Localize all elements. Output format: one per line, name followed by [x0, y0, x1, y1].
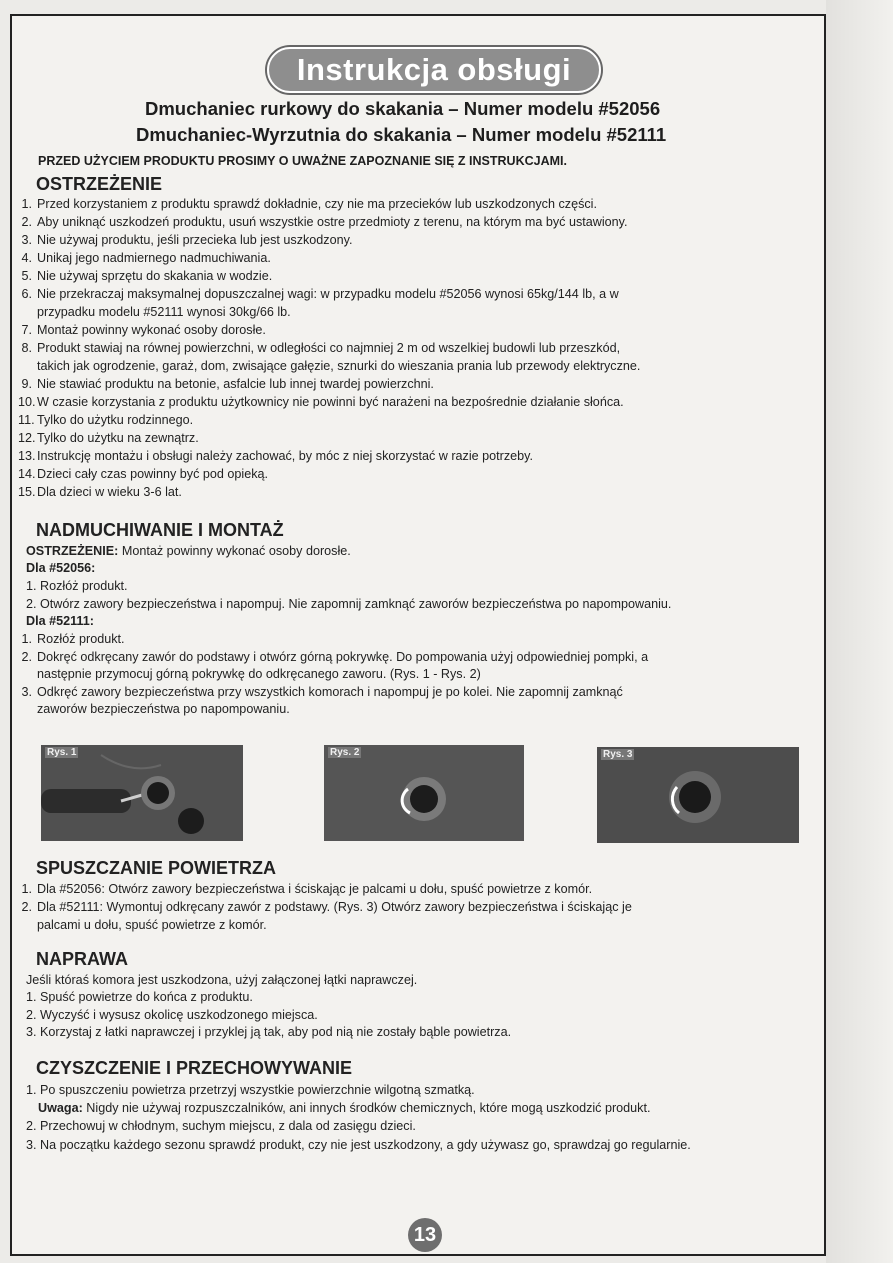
item-number: 13.	[18, 449, 36, 463]
valve-open-illustration	[324, 745, 524, 841]
item-number: 9.	[21, 377, 32, 391]
list-item	[18, 250, 271, 267]
valve-remove-illustration	[597, 747, 799, 843]
model-52111-label: Dla #52111:	[26, 614, 94, 628]
item-number: 1.	[21, 882, 32, 896]
item-number: 1.	[26, 990, 37, 1004]
item-text: Otwórz zawory bezpieczeństwa i napompuj. Nie zapomnij zamknąć zaworów bezpieczeństwa po napompowaniu.	[40, 597, 672, 611]
item-text: W czasie korzystania z produktu użytkownicy nie powinni być narażeni na bezpośrednie działanie słońca.	[37, 395, 624, 409]
item-text: Po spuszczeniu powietrza przetrzyj wszystkie powierzchnie wilgotną szmatką.	[40, 1083, 475, 1097]
item-number: 2.	[21, 900, 32, 914]
inflation-warning-text: Montaż powinny wykonać osoby dorosłe.	[118, 544, 351, 558]
item-text: Rozłóż produkt.	[40, 579, 128, 593]
list-item	[18, 412, 193, 429]
cleaning-note	[38, 1100, 650, 1117]
note-text: Nigdy nie używaj rozpuszczalników, ani innych środków chemicznych, które mogą uszkodzić produkt.	[82, 1101, 651, 1115]
list-item: 1. Po spuszczeniu powietrza przetrzyj wszystkie powierzchnie wilgotną szmatką.	[26, 1083, 475, 1097]
inflation-warning	[26, 543, 351, 560]
item-number: 2.	[26, 597, 37, 611]
list-item	[26, 989, 253, 1006]
item-text: następnie przymocuj górną pokrywkę do odkręcanego zaworu. (Rys. 1 - Rys. 2)	[37, 667, 481, 681]
item-text: Produkt stawiaj na równej powierzchni, w odległości co najmniej 2 m od wszelkiej budowli lub przeszkód,	[37, 341, 621, 355]
item-text: Dzieci cały czas powinny być pod opieką.	[37, 467, 268, 481]
list-item-continuation	[37, 701, 290, 718]
item-text: Przed korzystaniem z produktu sprawdź dokładnie, czy nie ma przecieków lub uszkodzonych części.	[37, 197, 597, 211]
item-text: Montaż powinny wykonać osoby dorosłe.	[37, 323, 266, 337]
list-item	[18, 448, 533, 465]
list-item	[18, 484, 182, 501]
section-heading-repair: NAPRAWA	[36, 949, 129, 969]
section-heading-warning: OSTRZEŻENIE	[36, 174, 163, 194]
item-text: Korzystaj z łatki naprawczej i przyklej ją tak, aby pod nią nie zostały bąble powietrza.	[40, 1025, 512, 1039]
section-heading-cleaning: CZYSZCZENIE I PRZECHOWYWANIE	[36, 1058, 353, 1078]
inflation-warning-label: OSTRZEŻENIE:	[26, 544, 119, 558]
list-item	[26, 1007, 318, 1024]
list-item	[18, 684, 623, 701]
valve-pump-illustration	[41, 745, 243, 841]
item-text: takich jak ogrodzenie, garaż, dom, zwisające gałęzie, sznurki do wieszania prania lub przewody elektryczne.	[37, 359, 641, 373]
list-item	[18, 881, 592, 898]
item-text: Dla #52111: Wymontuj odkręcany zawór z podstawy. (Rys. 3) Otwórz zawory bezpieczeństwa i ściskając je	[37, 900, 632, 914]
list-item	[18, 196, 597, 213]
item-text: Tylko do użytku rodzinnego.	[37, 413, 194, 427]
item-number: 3.	[21, 233, 32, 247]
item-text: Instrukcję montażu i obsługi należy zachować, by móc z niej skorzystać w razie potrzeby.	[37, 449, 534, 463]
model-title-52111: Dmuchaniec-Wyrzutnia do skakania – Numer modelu #52111	[136, 124, 667, 145]
item-text: Tylko do użytku na zewnątrz.	[37, 431, 199, 445]
item-text: Spuść powietrze do końca z produktu.	[40, 990, 253, 1004]
item-text: Dla dzieci w wieku 3-6 lat.	[37, 485, 182, 499]
page-edge	[826, 0, 893, 1263]
figure-2-label: Rys. 2	[330, 747, 360, 758]
item-number: 1.	[26, 579, 37, 593]
read-instructions-warning: PRZED UŻYCIEM PRODUKTU PROSIMY O UWAŻNE ZAPOZNANIE SIĘ Z INSTRUKCJAMI.	[38, 154, 567, 168]
item-text: Rozłóż produkt.	[37, 632, 125, 646]
list-item	[18, 649, 648, 666]
note-label: Uwaga:	[38, 1101, 83, 1115]
list-item	[18, 466, 268, 483]
list-item	[26, 596, 671, 613]
item-number: 1.	[21, 197, 32, 211]
item-text: Przechowuj w chłodnym, suchym miejscu, z dala od zasięgu dzieci.	[40, 1119, 416, 1133]
item-text: Dla #52056: Otwórz zawory bezpieczeństwa i ściskając je palcami u dołu, spuść powietrze z komór.	[37, 882, 593, 896]
page-number: 13	[408, 1218, 442, 1252]
page-title: Instrukcja obsługi	[267, 47, 601, 93]
list-item	[26, 1024, 511, 1041]
section-heading-inflation: NADMUCHIWANIE I MONTAŻ	[36, 520, 284, 540]
item-text: przypadku modelu #52111 wynosi 30kg/66 lb.	[37, 305, 291, 319]
item-number: 11.	[18, 413, 35, 427]
item-number: 14.	[18, 467, 36, 481]
list-item	[18, 214, 628, 231]
section-heading-deflation: SPUSZCZANIE POWIETRZA	[36, 858, 277, 878]
item-text: Wyczyść i wysusz okolicę uszkodzonego miejsca.	[40, 1008, 318, 1022]
item-number: 2.	[21, 649, 32, 664]
item-number: 5.	[21, 269, 32, 283]
item-text: palcami u dołu, spuść powietrze z komór.	[37, 918, 267, 932]
model-52056-label: Dla #52056:	[26, 561, 96, 575]
list-item	[18, 340, 620, 357]
item-text: Nie używaj produktu, jeśli przecieka lub jest uszkodzony.	[37, 233, 353, 247]
item-text: Unikaj jego nadmiernego nadmuchiwania.	[37, 251, 271, 265]
item-number: 6.	[21, 287, 32, 301]
item-text: Nie przekraczaj maksymalnej dopuszczalnej wagi: w przypadku modelu #52056 wynosi 65kg/144 lb, a w	[37, 287, 619, 301]
item-number: 1.	[21, 632, 32, 646]
list-item-continuation	[37, 358, 640, 375]
list-item	[18, 376, 434, 393]
item-text: Na początku każdego sezonu sprawdź produkt, czy nie jest uszkodzony, a gdy używasz go, sprawdzaj go regularnie.	[40, 1138, 691, 1152]
manual-page	[10, 14, 826, 1256]
list-item	[18, 286, 619, 303]
figure-3	[597, 747, 799, 843]
item-number: 15.	[18, 485, 36, 499]
figure-1	[41, 745, 243, 841]
item-number: 3.	[26, 1025, 37, 1039]
item-text: Nie używaj sprzętu do skakania w wodzie.	[37, 269, 273, 283]
item-text: Odkręć zawory bezpieczeństwa przy wszystkich komorach i napompuj je po kolei. Nie zapomnij zamknąć	[37, 684, 623, 699]
item-text: zaworów bezpieczeństwa po napompowaniu.	[37, 702, 290, 716]
figure-1-label: Rys. 1	[47, 747, 77, 758]
item-number: 10.	[18, 395, 36, 409]
item-number: 4.	[21, 251, 32, 265]
figure-2	[324, 745, 524, 841]
list-item-continuation	[37, 304, 291, 321]
item-text: Aby uniknąć uszkodzeń produktu, usuń wszystkie ostre przedmioty z terenu, na którym ma być ustawiony.	[37, 215, 628, 229]
item-number: 8.	[21, 341, 32, 355]
list-item	[26, 578, 128, 595]
list-item	[18, 631, 125, 648]
list-item: 2. Przechowuj w chłodnym, suchym miejscu, z dala od zasięgu dzieci.	[26, 1119, 416, 1133]
item-number: 3.	[21, 684, 32, 699]
item-number: 2.	[21, 215, 32, 229]
model-title-52056: Dmuchaniec rurkowy do skakania – Numer modelu #52056	[145, 98, 661, 119]
list-item	[18, 430, 199, 447]
list-item-continuation	[37, 666, 481, 683]
item-number: 12.	[18, 431, 36, 445]
list-item: 3. Na początku każdego sezonu sprawdź produkt, czy nie jest uszkodzony, a gdy używasz go, sprawdzaj go regularnie.	[26, 1138, 691, 1152]
item-text: Dokręć odkręcany zawór do podstawy i otwórz górną pokrywkę. Do pompowania użyj odpowiedniej pompki, a	[37, 649, 649, 664]
list-item-continuation	[37, 917, 267, 934]
item-text: Nie stawiać produktu na betonie, asfalcie lub innej twardej powierzchni.	[37, 377, 434, 391]
list-item	[18, 899, 632, 916]
item-number: 7.	[21, 323, 32, 337]
list-item	[18, 268, 272, 285]
list-item	[18, 232, 352, 249]
list-item	[18, 322, 266, 339]
item-number: 2.	[26, 1008, 37, 1022]
repair-intro: Jeśli któraś komora jest uszkodzona, użyj załączonej łątki naprawczej.	[26, 973, 418, 987]
list-item	[18, 394, 624, 411]
figure-3-label: Rys. 3	[603, 749, 633, 760]
